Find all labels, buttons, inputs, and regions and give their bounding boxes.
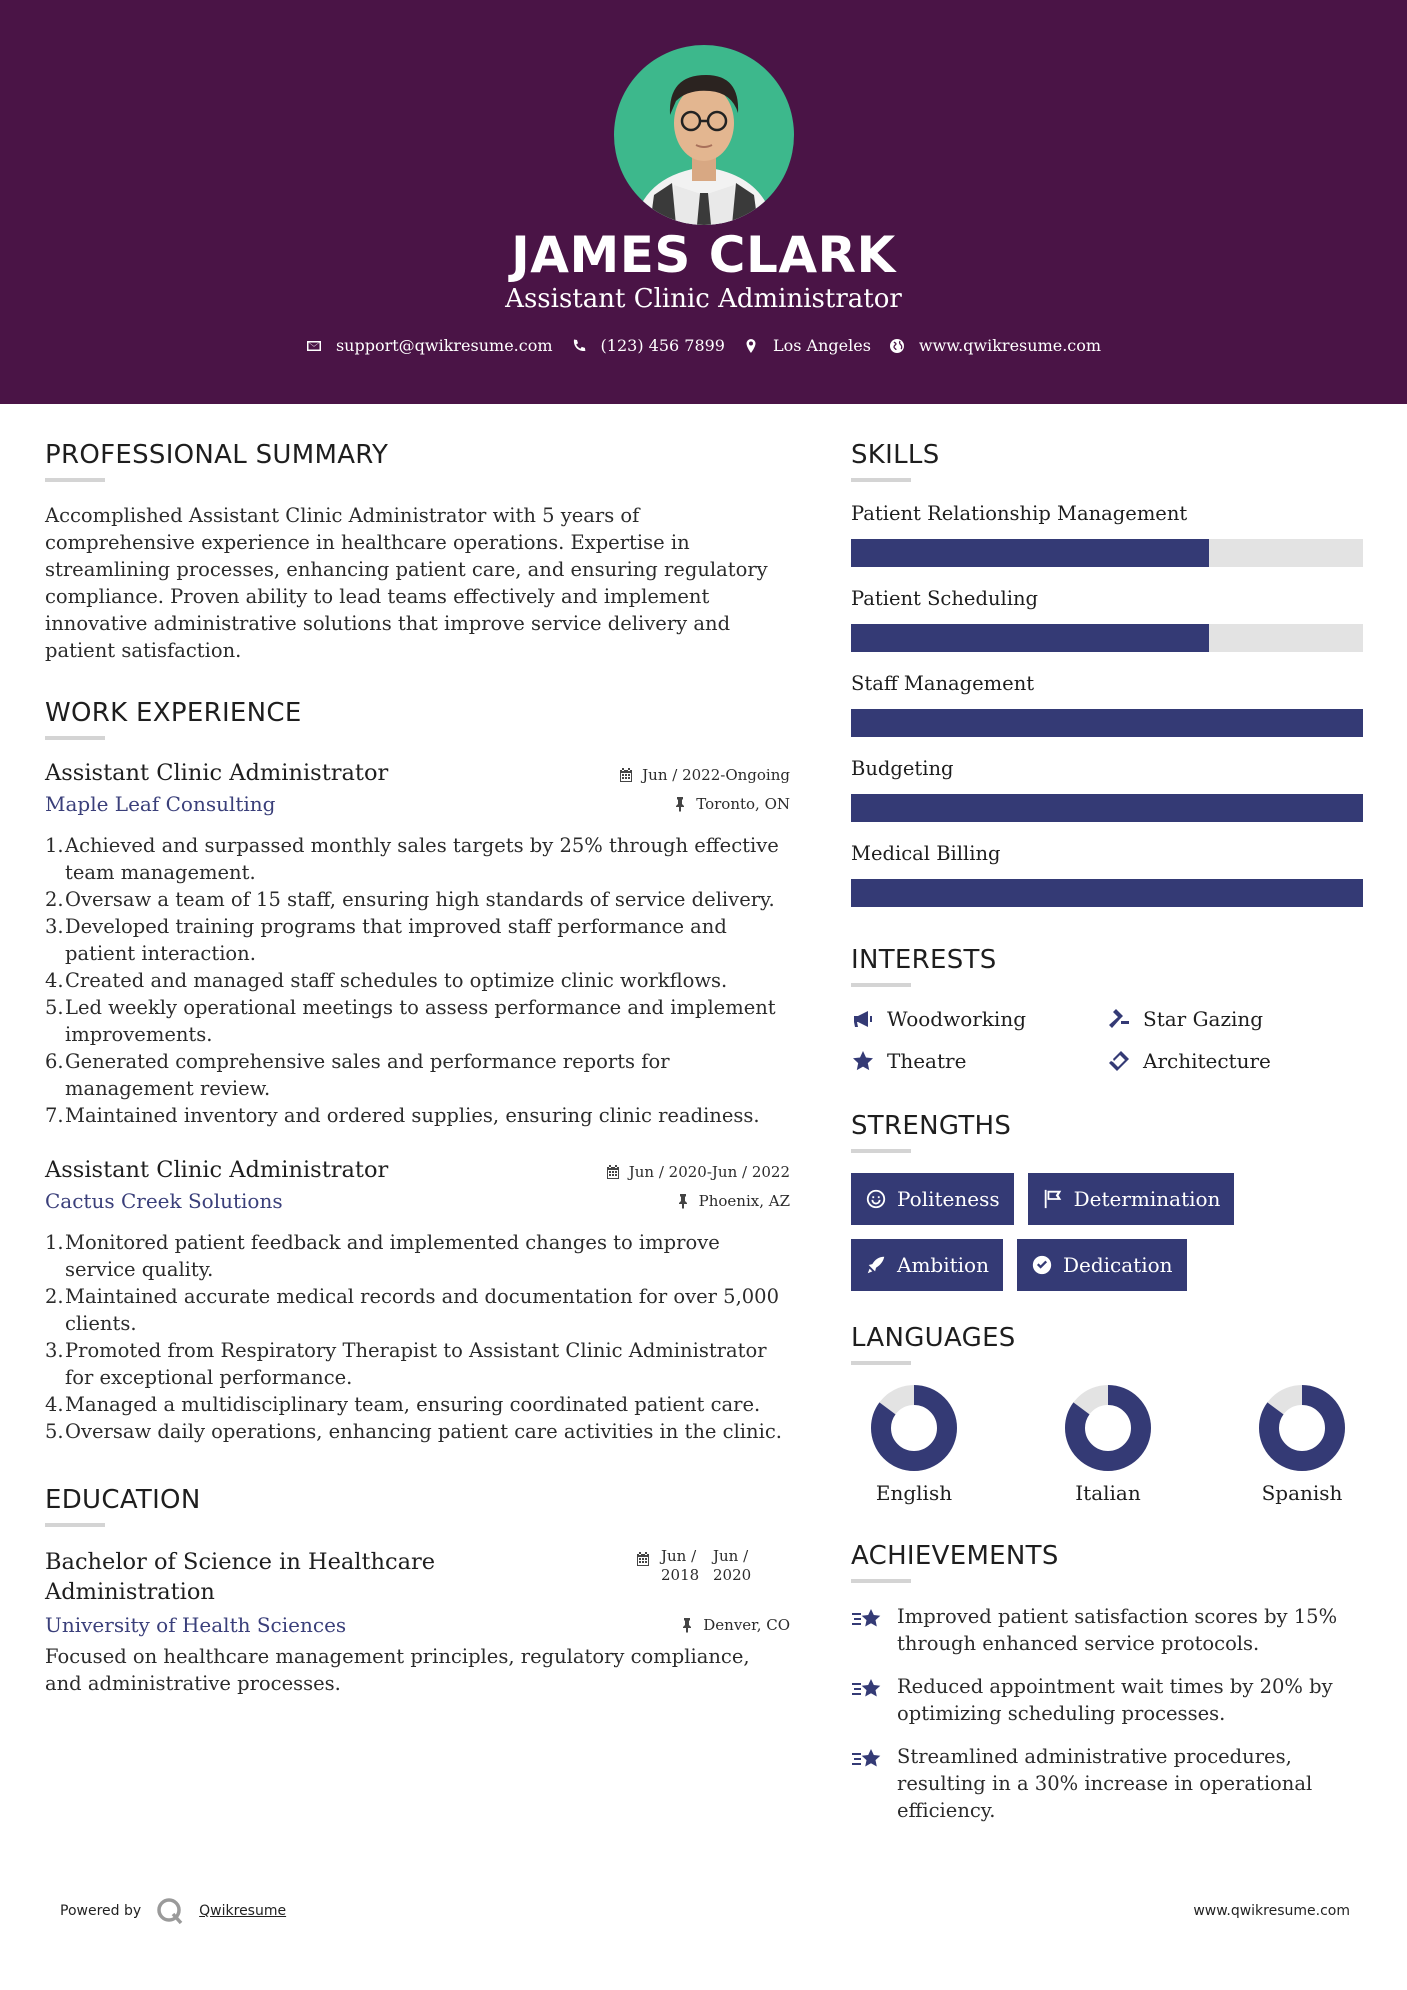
skill-bar-fill [851,879,1363,907]
section-divider [45,478,105,482]
languages-section [851,1323,1363,1505]
job-bullets [45,1229,790,1445]
achievements-section [851,1541,1363,1824]
contact-email-text: support@qwikresume.com [335,336,553,355]
contact-location-text: Los Angeles [772,336,871,355]
list-item: 3. Promoted from Respiratory Therapist to Assistant Clinic Administrator for exceptional performance. [45,1339,767,1389]
job-dates [618,766,790,784]
contact-phone-text: (123) 456 7899 [600,336,725,355]
language-label: English [875,1481,953,1505]
skill-bar-fill [851,539,1209,567]
candidate-role: Assistant Clinic Administrator [505,284,902,314]
education-location-text: Denver, CO [703,1616,790,1634]
education-end-date: Jun / 2020 [713,1547,752,1584]
company-name: Maple Leaf Consulting [45,792,276,816]
skill-label: Medical Billing [851,842,1001,865]
job-bullets [45,832,790,1129]
strength-label: Ambition [897,1253,989,1277]
section-divider [45,1523,105,1527]
achievement-item [851,1673,1363,1727]
pushpin-icon [679,1617,695,1633]
section-divider [851,1361,911,1365]
summary-text: Accomplished Assistant Clinic Administrator with 5 years of comprehensive experience in healthcare operations. Expertise in streamlining processes, enhancing patient care, and ensuring regulatory compliance. Proven ability to lead teams effectively and implement innovative administrative solutions that improve service delivery and patient satisfaction. [45,504,768,662]
list-item: 3. Developed training programs that improved staff performance and patient interaction. [45,915,727,965]
skill-item [851,502,1363,567]
list-item: 1. Achieved and surpassed monthly sales targets by 25% through effective team management. [45,834,779,884]
section-divider [851,478,911,482]
shooting-star-icon [851,1745,885,1775]
list-item: 4. Managed a multidisciplinary team, ensuring coordinated patient care. [45,1393,761,1416]
smile-icon [865,1188,887,1210]
interest-item [851,1007,1107,1031]
summary-title: PROFESSIONAL SUMMARY [45,440,389,470]
language-donut [871,1385,957,1471]
contact-phone[interactable] [571,336,725,355]
skill-label: Patient Scheduling [851,587,1039,610]
skill-bar [851,794,1363,822]
profile-photo [614,45,794,225]
job-entry [45,760,790,1129]
left-column [45,440,790,1697]
list-item: 5. Led weekly operational meetings to assess performance and implement improvements. [45,996,776,1046]
job-location [672,795,790,813]
job-title: Assistant Clinic Administrator [45,1157,389,1183]
envelope-icon [306,338,322,354]
megaphone-icon [851,1007,875,1031]
resume-header [0,0,1407,404]
job-dates-text: Jun / 2020-Jun / 2022 [628,1163,790,1181]
skill-bar-fill [851,709,1363,737]
skill-item [851,757,1363,822]
list-item: 2. Maintained accurate medical records and documentation for over 5,000 clients. [45,1285,779,1335]
strength-badge [1028,1173,1235,1225]
strength-badge [1017,1239,1187,1291]
achievement-item [851,1603,1363,1657]
qwikresume-logo-icon [155,1896,185,1926]
job-location-text: Toronto, ON [696,795,790,813]
skill-bar-fill [851,624,1209,652]
skill-item [851,842,1363,907]
section-divider [851,1149,911,1153]
gavel-icon [1107,1007,1131,1031]
check-circle-icon [1031,1254,1053,1276]
language-label: Spanish [1261,1481,1343,1505]
strengths-section [851,1111,1363,1291]
achievements-title: ACHIEVEMENTS [851,1541,1059,1571]
page-footer [60,1896,1350,1926]
map-pin-icon [743,338,759,354]
achievement-text: Streamlined administrative procedures, resulting in a 30% increase in operational efficiency. [897,1745,1313,1822]
pushpin-icon [675,1193,691,1209]
phone-icon [571,338,587,354]
language-donut [1065,1385,1151,1471]
skill-bar [851,624,1363,652]
education-title: EDUCATION [45,1485,201,1515]
interests-section [851,945,1363,1073]
interest-label: Star Gazing [1143,1007,1264,1031]
interest-label: Theatre [887,1049,967,1073]
list-item: 7. Maintained inventory and ordered supplies, ensuring clinic readiness. [45,1104,760,1127]
skills-list [851,502,1363,907]
flag-icon [1042,1188,1064,1210]
strength-label: Determination [1073,1187,1221,1211]
job-location [675,1192,790,1210]
rocket-icon [865,1254,887,1276]
language-item [1055,1385,1161,1505]
strength-label: Dedication [1062,1253,1173,1277]
job-dates [605,1163,790,1181]
strengths-title: STRENGTHS [851,1111,1012,1141]
contact-website-text: www.qwikresume.com [918,336,1102,355]
achievement-item [851,1743,1363,1824]
strength-label: Politeness [897,1187,1000,1211]
language-item [861,1385,967,1505]
experience-title: WORK EXPERIENCE [45,698,302,728]
job-entry [45,1157,790,1445]
interest-item [851,1049,1107,1073]
ticket-icon [1107,1049,1131,1073]
interests-title: INTERESTS [851,945,997,975]
languages-title: LANGUAGES [851,1323,1016,1353]
qwikresume-link[interactable]: Qwikresume [199,1903,287,1919]
skills-section [851,440,1363,907]
job-title: Assistant Clinic Administrator [45,760,389,786]
education-dates [635,1547,755,1585]
section-divider [45,736,105,740]
interest-item [1107,1007,1363,1031]
shooting-star-icon [851,1675,885,1705]
globe-icon [889,338,905,354]
shooting-star-icon [851,1605,885,1635]
right-column [851,440,1363,1840]
language-label: Italian [1075,1481,1141,1505]
footer-website[interactable]: www.qwikresume.com [1193,1903,1350,1919]
education-description: Focused on healthcare management principles, regulatory compliance, and administrative processes. [45,1645,750,1695]
language-item [1249,1385,1355,1505]
skill-bar [851,879,1363,907]
interest-label: Woodworking [887,1007,1027,1031]
profile-photo-image [614,45,794,225]
job-location-text: Phoenix, AZ [698,1192,790,1210]
skill-bar [851,539,1363,567]
contact-location [743,336,871,355]
list-item: 4. Created and managed staff schedules to optimize clinic workflows. [45,969,728,992]
powered-by [60,1896,286,1926]
skill-label: Budgeting [851,757,954,780]
company-name: Cactus Creek Solutions [45,1189,283,1213]
calendar-icon [605,1164,621,1180]
skills-title: SKILLS [851,440,940,470]
skill-bar-fill [851,794,1363,822]
job-dates-text: Jun / 2022-Ongoing [642,766,790,784]
strength-badge [851,1173,1014,1225]
skill-item [851,672,1363,737]
list-item: 6. Generated comprehensive sales and performance reports for management review. [45,1050,670,1100]
education-start-date: Jun / 2018 [661,1547,700,1584]
list-item: 2. Oversaw a team of 15 staff, ensuring high standards of service delivery. [45,888,775,911]
achievement-text: Improved patient satisfaction scores by 15% through enhanced service protocols. [897,1605,1338,1655]
strength-badge [851,1239,1003,1291]
achievement-text: Reduced appointment wait times by 20% by optimizing scheduling processes. [897,1675,1333,1725]
skill-label: Staff Management [851,672,1035,695]
summary-section [45,440,790,664]
powered-by-text: Powered by [60,1903,142,1919]
calendar-icon [618,767,634,783]
candidate-name: JAMES CLARK [511,226,896,284]
language-donut [1259,1385,1345,1471]
section-divider [851,983,911,987]
education-location [679,1616,790,1634]
education-section [45,1485,790,1697]
school-name: University of Health Sciences [45,1613,347,1637]
contact-email[interactable] [306,336,553,355]
section-divider [851,1579,911,1583]
list-item: 1. Monitored patient feedback and implemented changes to improve service quality. [45,1231,720,1281]
contact-website[interactable] [889,336,1101,355]
skill-item [851,587,1363,652]
list-item: 5. Oversaw daily operations, enhancing patient care activities in the clinic. [45,1420,782,1443]
interest-item [1107,1049,1363,1073]
skill-label: Patient Relationship Management [851,502,1188,525]
skill-bar [851,709,1363,737]
calendar-icon [635,1551,651,1567]
pushpin-icon [672,796,688,812]
interest-label: Architecture [1143,1049,1271,1073]
contact-bar [0,336,1407,355]
degree-title: Bachelor of Science in Healthcare Administration [45,1549,436,1605]
star-icon [851,1049,875,1073]
experience-section [45,698,790,1445]
